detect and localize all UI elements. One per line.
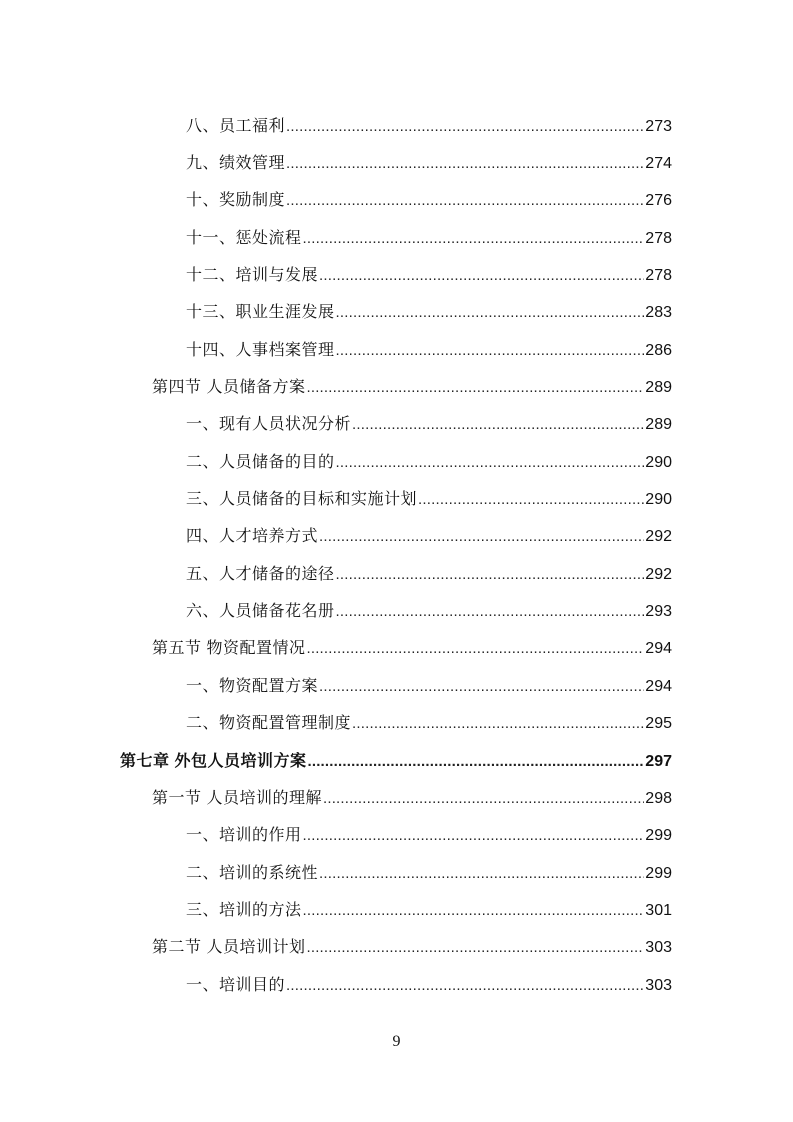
toc-entry-title: 十三、职业生涯发展 [186, 304, 335, 322]
toc-subsection-entry[interactable] [0, 444, 793, 481]
dot-leader [286, 116, 644, 138]
dot-leader [319, 265, 644, 287]
toc-entry-page: 293 [645, 603, 672, 621]
toc-subsection-entry[interactable] [0, 295, 793, 332]
toc-entry-page: 278 [645, 267, 672, 285]
dot-leader [286, 153, 644, 175]
toc-entry-title: 一、培训的作用 [186, 827, 302, 845]
toc-entry-title: 九、绩效管理 [186, 155, 286, 173]
toc-subsection-entry[interactable] [0, 967, 793, 1004]
toc-entry-page: 292 [645, 528, 672, 546]
toc-entry-page: 273 [645, 117, 672, 135]
toc-subsection-entry[interactable] [0, 892, 793, 929]
toc-entry-page: 297 [645, 752, 672, 770]
dot-leader [319, 526, 644, 548]
toc-entry-title: 十四、人事档案管理 [186, 341, 335, 359]
toc-entry-title: 第二节 人员培训计划 [152, 939, 306, 957]
dot-leader [303, 825, 645, 847]
dot-leader [336, 601, 645, 623]
toc-entry-title: 二、培训的系统性 [186, 864, 319, 882]
toc-entry-title: 一、现有人员状况分析 [186, 416, 352, 434]
dot-leader [306, 937, 644, 959]
toc-subsection-entry[interactable] [0, 183, 793, 220]
toc-subsection-entry[interactable] [0, 481, 793, 518]
dot-leader [286, 190, 644, 212]
toc-subsection-entry[interactable] [0, 108, 793, 145]
toc-subsection-entry[interactable] [0, 556, 793, 593]
toc-entry-page: 298 [645, 789, 672, 807]
dot-leader [336, 452, 645, 474]
dot-leader [418, 489, 644, 511]
toc-entry-title: 五、人才储备的途径 [186, 565, 335, 583]
toc-entry-page: 301 [645, 901, 672, 919]
toc-subsection-entry[interactable] [0, 257, 793, 294]
toc-entry-title: 一、物资配置方案 [186, 677, 319, 695]
toc-entry-page: 294 [645, 677, 672, 695]
toc-subsection-entry[interactable] [0, 332, 793, 369]
toc-subsection-entry[interactable] [0, 706, 793, 743]
toc-entry-page: 299 [645, 827, 672, 845]
dot-leader [303, 228, 645, 250]
toc-entry-page: 294 [645, 640, 672, 658]
toc-entry-title: 二、物资配置管理制度 [186, 715, 352, 733]
dot-leader [336, 564, 645, 586]
toc-subsection-entry[interactable] [0, 220, 793, 257]
dot-leader [352, 414, 644, 436]
dot-leader [323, 788, 644, 810]
toc-entry-page: 276 [645, 192, 672, 210]
dot-leader [319, 676, 644, 698]
toc-subsection-entry[interactable] [0, 145, 793, 182]
dot-leader [303, 900, 645, 922]
dot-leader [336, 302, 645, 324]
table-of-contents [0, 108, 793, 1004]
toc-entry-title: 三、人员储备的目标和实施计划 [186, 491, 418, 509]
toc-entry-page: 299 [645, 864, 672, 882]
dot-leader [306, 638, 644, 660]
toc-entry-title: 一、培训目的 [186, 976, 286, 994]
dot-leader [286, 975, 644, 997]
toc-entry-title: 第一节 人员培训的理解 [152, 789, 322, 807]
dot-leader [352, 713, 644, 735]
dot-leader [319, 863, 644, 885]
toc-entry-title: 第五节 物资配置情况 [152, 640, 306, 658]
toc-entry-title: 十二、培训与发展 [186, 267, 319, 285]
toc-entry-page: 286 [645, 341, 672, 359]
toc-entry-page: 303 [645, 939, 672, 957]
toc-section-entry[interactable] [0, 631, 793, 668]
toc-entry-page: 295 [645, 715, 672, 733]
toc-entry-title: 四、人才培养方式 [186, 528, 319, 546]
toc-entry-title: 十、奖励制度 [186, 192, 286, 210]
toc-subsection-entry[interactable] [0, 818, 793, 855]
toc-entry-page: 292 [645, 565, 672, 583]
toc-entry-title: 十一、惩处流程 [186, 229, 302, 247]
toc-entry-page: 289 [645, 416, 672, 434]
toc-chapter-entry[interactable] [0, 743, 793, 780]
toc-entry-page: 289 [645, 379, 672, 397]
toc-subsection-entry[interactable] [0, 855, 793, 892]
dot-leader [306, 377, 644, 399]
toc-entry-title: 第四节 人员储备方案 [152, 379, 306, 397]
toc-entry-page: 274 [645, 155, 672, 173]
toc-section-entry[interactable] [0, 930, 793, 967]
page-number: 9 [392, 1033, 401, 1050]
toc-entry-title: 二、人员储备的目的 [186, 453, 335, 471]
toc-entry-title: 第七章 外包人员培训方案 [120, 752, 307, 770]
toc-subsection-entry[interactable] [0, 519, 793, 556]
toc-subsection-entry[interactable] [0, 668, 793, 705]
toc-subsection-entry[interactable] [0, 593, 793, 630]
toc-entry-page: 290 [645, 491, 672, 509]
toc-entry-title: 三、培训的方法 [186, 901, 302, 919]
toc-subsection-entry[interactable] [0, 407, 793, 444]
toc-entry-title: 八、员工福利 [186, 117, 286, 135]
toc-section-entry[interactable] [0, 780, 793, 817]
toc-entry-page: 290 [645, 453, 672, 471]
toc-entry-page: 278 [645, 229, 672, 247]
toc-section-entry[interactable] [0, 369, 793, 406]
dot-leader [336, 340, 645, 362]
toc-entry-page: 283 [645, 304, 672, 322]
toc-entry-page: 303 [645, 976, 672, 994]
toc-entry-title: 六、人员储备花名册 [186, 603, 335, 621]
dot-leader [307, 751, 644, 773]
